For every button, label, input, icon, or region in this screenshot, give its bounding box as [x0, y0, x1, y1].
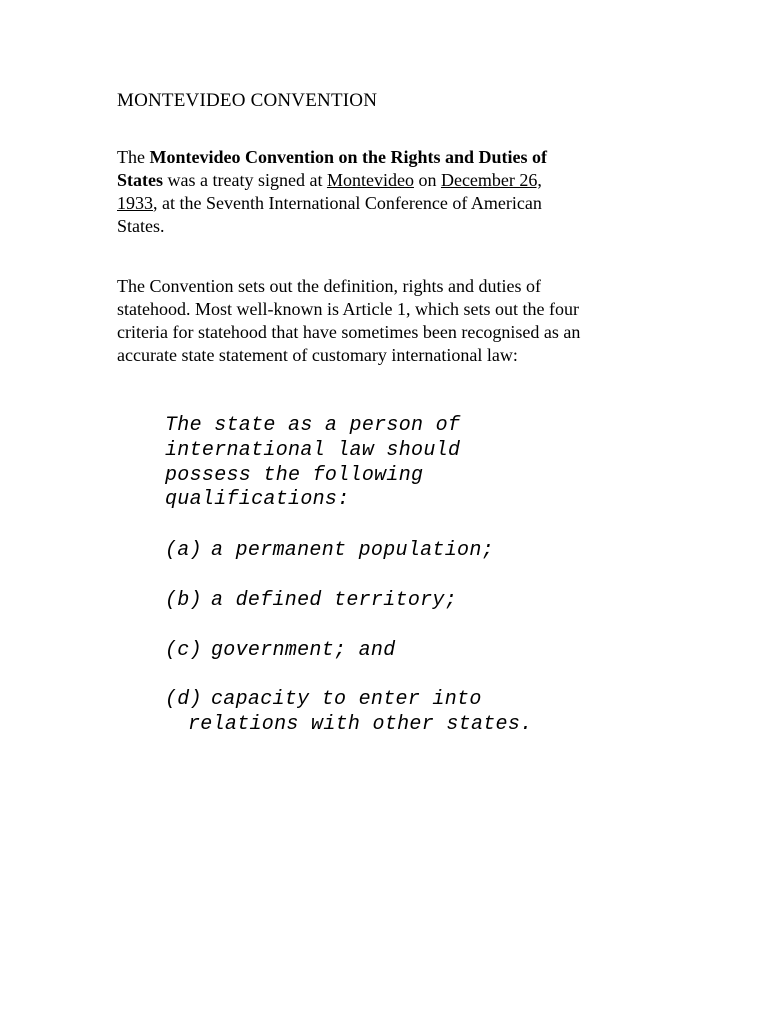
intro-text: The: [117, 147, 150, 167]
intro-text: was a treaty signed at: [163, 170, 327, 190]
criterion-continuation: relations with other states.: [188, 712, 533, 736]
intro-line-2: [117, 169, 637, 192]
intro-text: , at the Seventh International Conference of American: [153, 193, 542, 213]
criterion-text: government; and: [211, 639, 396, 662]
article-1-quote: [165, 414, 460, 513]
quote-line-4: qualifications:: [165, 488, 350, 512]
document-heading: MONTEVIDEO CONVENTION: [117, 90, 378, 111]
intro-line-1: [117, 146, 637, 169]
criterion-a: [165, 539, 494, 564]
criterion-text: a defined territory;: [211, 589, 458, 612]
quote-line-2: international law should: [165, 438, 461, 462]
criterion-marker: (b): [165, 589, 202, 612]
year-link[interactable]: 1933: [117, 193, 153, 213]
intro-line-3: [117, 192, 637, 215]
convention-name-bold-cont: States: [117, 170, 163, 190]
intro-paragraph: [117, 146, 637, 238]
description-paragraph: [117, 275, 647, 367]
criterion-c: [165, 639, 396, 664]
montevideo-link[interactable]: Montevideo: [326, 170, 414, 190]
description-line-2: statehood. Most well-known is Article 1, which sets out the four: [117, 299, 579, 319]
intro-text: on: [413, 170, 441, 190]
date-link[interactable]: December 26,: [440, 170, 542, 190]
criterion-text: a permanent population;: [211, 539, 494, 562]
description-line-1: The Convention sets out the definition, rights and duties of: [117, 276, 541, 296]
quote-line-1: The state as a person of: [165, 414, 461, 437]
description-line-3: criteria for statehood that have sometimes been recognised as an: [117, 322, 581, 342]
quote-line-3: possess the following: [165, 463, 424, 487]
criterion-text: capacity to enter into: [211, 688, 482, 711]
intro-line-4: States.: [117, 216, 165, 236]
criterion-d: [165, 688, 532, 738]
criterion-marker: (c): [165, 639, 202, 662]
convention-name-bold: Montevideo Convention on the Rights and Duties of: [149, 147, 548, 167]
description-line-4: accurate state statement of customary international law:: [117, 345, 518, 365]
criterion-marker: (a): [165, 539, 202, 562]
criterion-b: [165, 589, 457, 614]
criterion-marker: (d): [165, 688, 202, 711]
